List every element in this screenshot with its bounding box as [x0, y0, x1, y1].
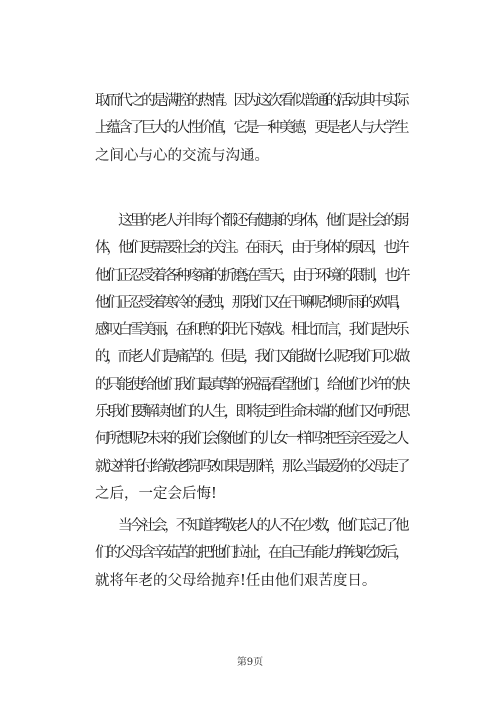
text-line: 之后，一定会后悔!: [95, 485, 217, 502]
text-line: 就这样托付给敬老院吗?如果是那样，那么当最爱你的父母走了: [95, 458, 408, 475]
text-line: 这里的老人并非每个都还有健康的身体，他们是社会的弱: [95, 213, 407, 229]
text-line: 当今社会，不知道孝敬老人的人不在少数，他们忘记了他: [95, 518, 407, 534]
text-line: 上蕴含了巨大的人性价值，它是一种美德，更是老人与大学生: [95, 120, 407, 137]
text-line: 体，他们更需要社会的关注。在雨天，由于身体的原因，也许: [95, 240, 407, 257]
text-line: 之间心与心的交流与沟通。: [95, 147, 269, 164]
text-line: 感叹白雪美丽，在和煦的阳光下嬉戏。相比而言，我们是快乐: [95, 322, 407, 339]
text-line: 何所想呢?未来的我们会像他们的儿女一样吗?把至亲至爱之人: [95, 431, 407, 448]
text-line: 乐!我们要解读他们的人生，即将走到生命末端的他们又何所思: [95, 404, 408, 421]
text-line: 就将年老的父母给抛弃!任由他们艰苦度日。: [95, 572, 377, 589]
text-line: 们的父母含辛茹苦的把他们拉扯，在自己有能力挣钱吃饭后，: [95, 545, 407, 562]
text-line: 他们正忍受着各种疼痛的折磨;在雪天，由于环境的限制，也许: [95, 267, 408, 284]
text-line: 他们正忍受着寒冷的侵蚀，那我们又在干嘛呢?倾听雨的欢唱，: [95, 294, 408, 311]
paragraph-3: [95, 513, 407, 595]
page-number: 第9页: [236, 657, 264, 668]
paragraph-1: [95, 88, 407, 170]
text-line: 的只能使给他们我们最真挚的祝福;看望他们，给他们少许的快: [95, 376, 408, 393]
text-line: 取而代之的是满腔的热情。因为这次看似普通的活动其中实际: [95, 93, 407, 109]
text-line: 的，而老人们是痛苦的。但是，我们又能做什么呢?我们可以做: [95, 349, 408, 366]
paragraph-2: [95, 208, 407, 508]
